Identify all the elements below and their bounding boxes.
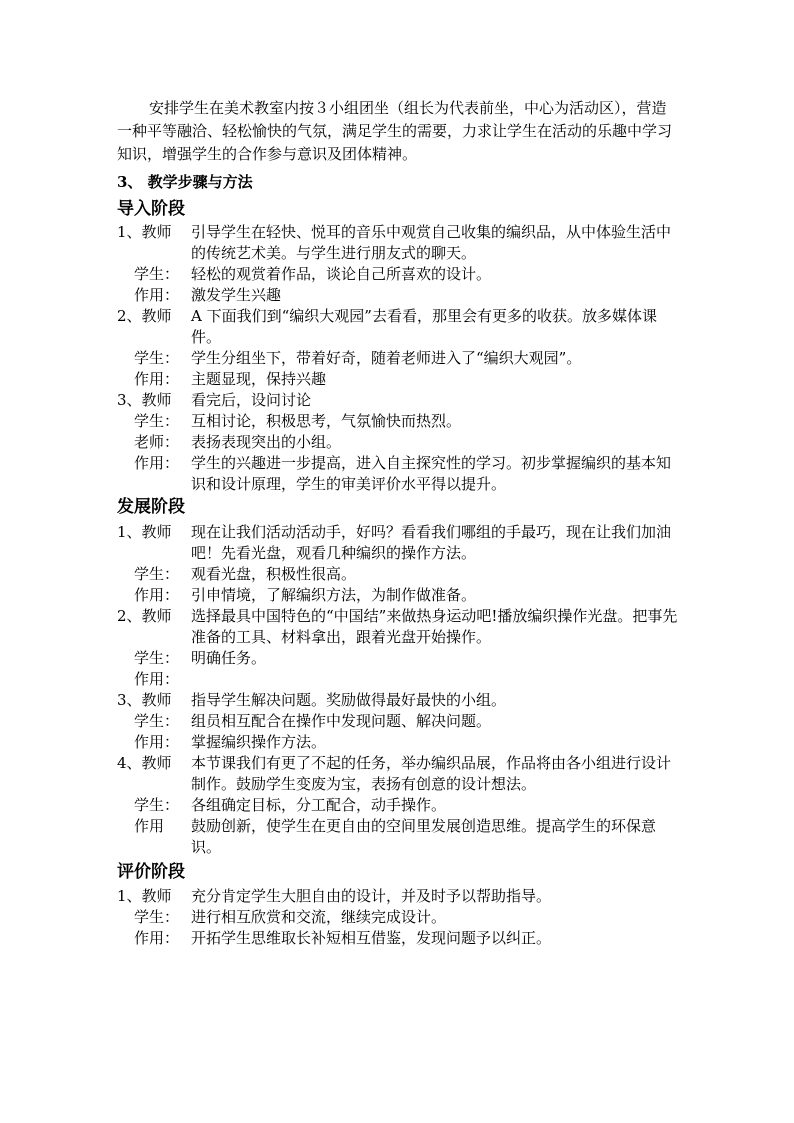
stage-title-development: 发展阶段 [117,497,185,517]
row-text: 学生的兴趣进一步提高，进入自主探究性的学习。初步掌握编织的基本知识和设计原理，学生的审美评价水平得以提升。 [191,454,672,493]
row-text: 看完后，设问讨论 [191,391,312,409]
row-text: 现在让我们活动活动手，好吗？看看我们哪组的手最巧，现在让我们加油吧！先看光盘，观看几种编织的操作方法。 [191,523,672,562]
row-label: 作用： [134,733,180,751]
row-label: 学生： [134,265,180,283]
row-label: 学生： [134,796,180,814]
row-text: 指导学生解决问题。奖励做得最好最快的小组。 [191,691,507,709]
stage-title-evaluation: 评价阶段 [117,862,185,882]
row-text: 进行相互欣赏和交流，继续完成设计。 [191,908,447,926]
row-text: 组员相互配合在操作中发现问题、解决问题。 [191,712,492,730]
row-label: 学生： [134,349,180,367]
row-text: A 下面我们到“编织大观园”去看看，那里会有更多的收获。放多媒体课件。 [191,307,657,346]
row-text: 充分肯定学生大胆自由的设计，并及时予以帮助指导。 [191,887,552,905]
row-text: 选择最具中国特色的“中国结”来做热身运动吧!播放编织操作光盘。把事先准备的工具、材料拿出，跟着光盘开始操作。 [191,607,678,646]
row-text: 开拓学生思维取长补短相互借鉴，发现问题予以纠正。 [191,929,552,947]
stage-title-intro: 导入阶段 [117,199,185,219]
row-label: 作用： [134,286,180,304]
intro-paragraph: 安排学生在美术教室内按３小组团坐（组长为代表前坐，中心为活动区），营造一种平等融洽、轻松愉快的气氛，满足学生的需要，力求让学生在活动的乐趣中学习知识，增强学生的合作参与意识及团体精神。 [117,99,673,163]
row-text: 掌握编织操作方法。 [191,733,327,751]
row-text: 各组确定目标，分工配合，动手操作。 [191,796,447,814]
row-text: 鼓励创新，使学生在更自由的空间里发展创造思维。提高学生的环保意识。 [191,817,657,856]
row-label: 学生： [134,908,180,926]
row-label: 1、教师 [117,523,172,541]
row-label: 作用： [134,454,180,472]
row-text: 表扬表现突出的小组。 [191,433,342,451]
row-label: 作用： [134,670,180,688]
row-label: 学生： [134,649,180,667]
row-label: 作用： [134,370,180,388]
row-label: 2、教师 [117,607,172,625]
row-label: 作用 [134,817,165,835]
row-text: 轻松的观赏着作品，谈论自己所喜欢的设计。 [191,265,492,283]
row-label: 3、教师 [117,691,172,709]
row-text: 引申情境，了解编织方法，为制作做准备。 [191,586,477,604]
row-label: 学生： [134,565,180,583]
row-label: 老师： [134,433,180,451]
row-text: 主题显现，保持兴趣 [191,370,327,388]
row-text: 本节课我们有更了不起的任务，举办编织品展，作品将由各小组进行设计制作。鼓励学生变废为宝，表扬有创意的设计想法。 [191,754,672,793]
row-label: 作用： [134,586,180,604]
row-label: 1、教师 [117,887,172,905]
row-label: 作用： [134,929,180,947]
row-label: 1、教师 [117,223,172,241]
row-text: 观看光盘，积极性很高。 [191,565,357,583]
row-label: 2、教师 [117,307,172,325]
row-text: 学生分组坐下，带着好奇，随着老师进入了“编织大观园”。 [191,349,582,367]
row-text: 互相讨论，积极思考，气氛愉快而热烈。 [191,412,462,430]
row-label: 3、教师 [117,391,172,409]
row-label: 4、教师 [117,754,172,772]
row-label: 学生： [134,412,180,430]
row-text: 明确任务。 [191,649,267,667]
row-text: 引导学生在轻快、悦耳的音乐中观赏自己收集的编织品，从中体验生活中的传统艺术美。与学生进行朋友式的聊天。 [191,223,672,262]
row-text: 激发学生兴趣 [191,286,282,304]
row-label: 学生： [134,712,180,730]
section-heading: 3、 教学步骤与方法 [117,173,253,191]
